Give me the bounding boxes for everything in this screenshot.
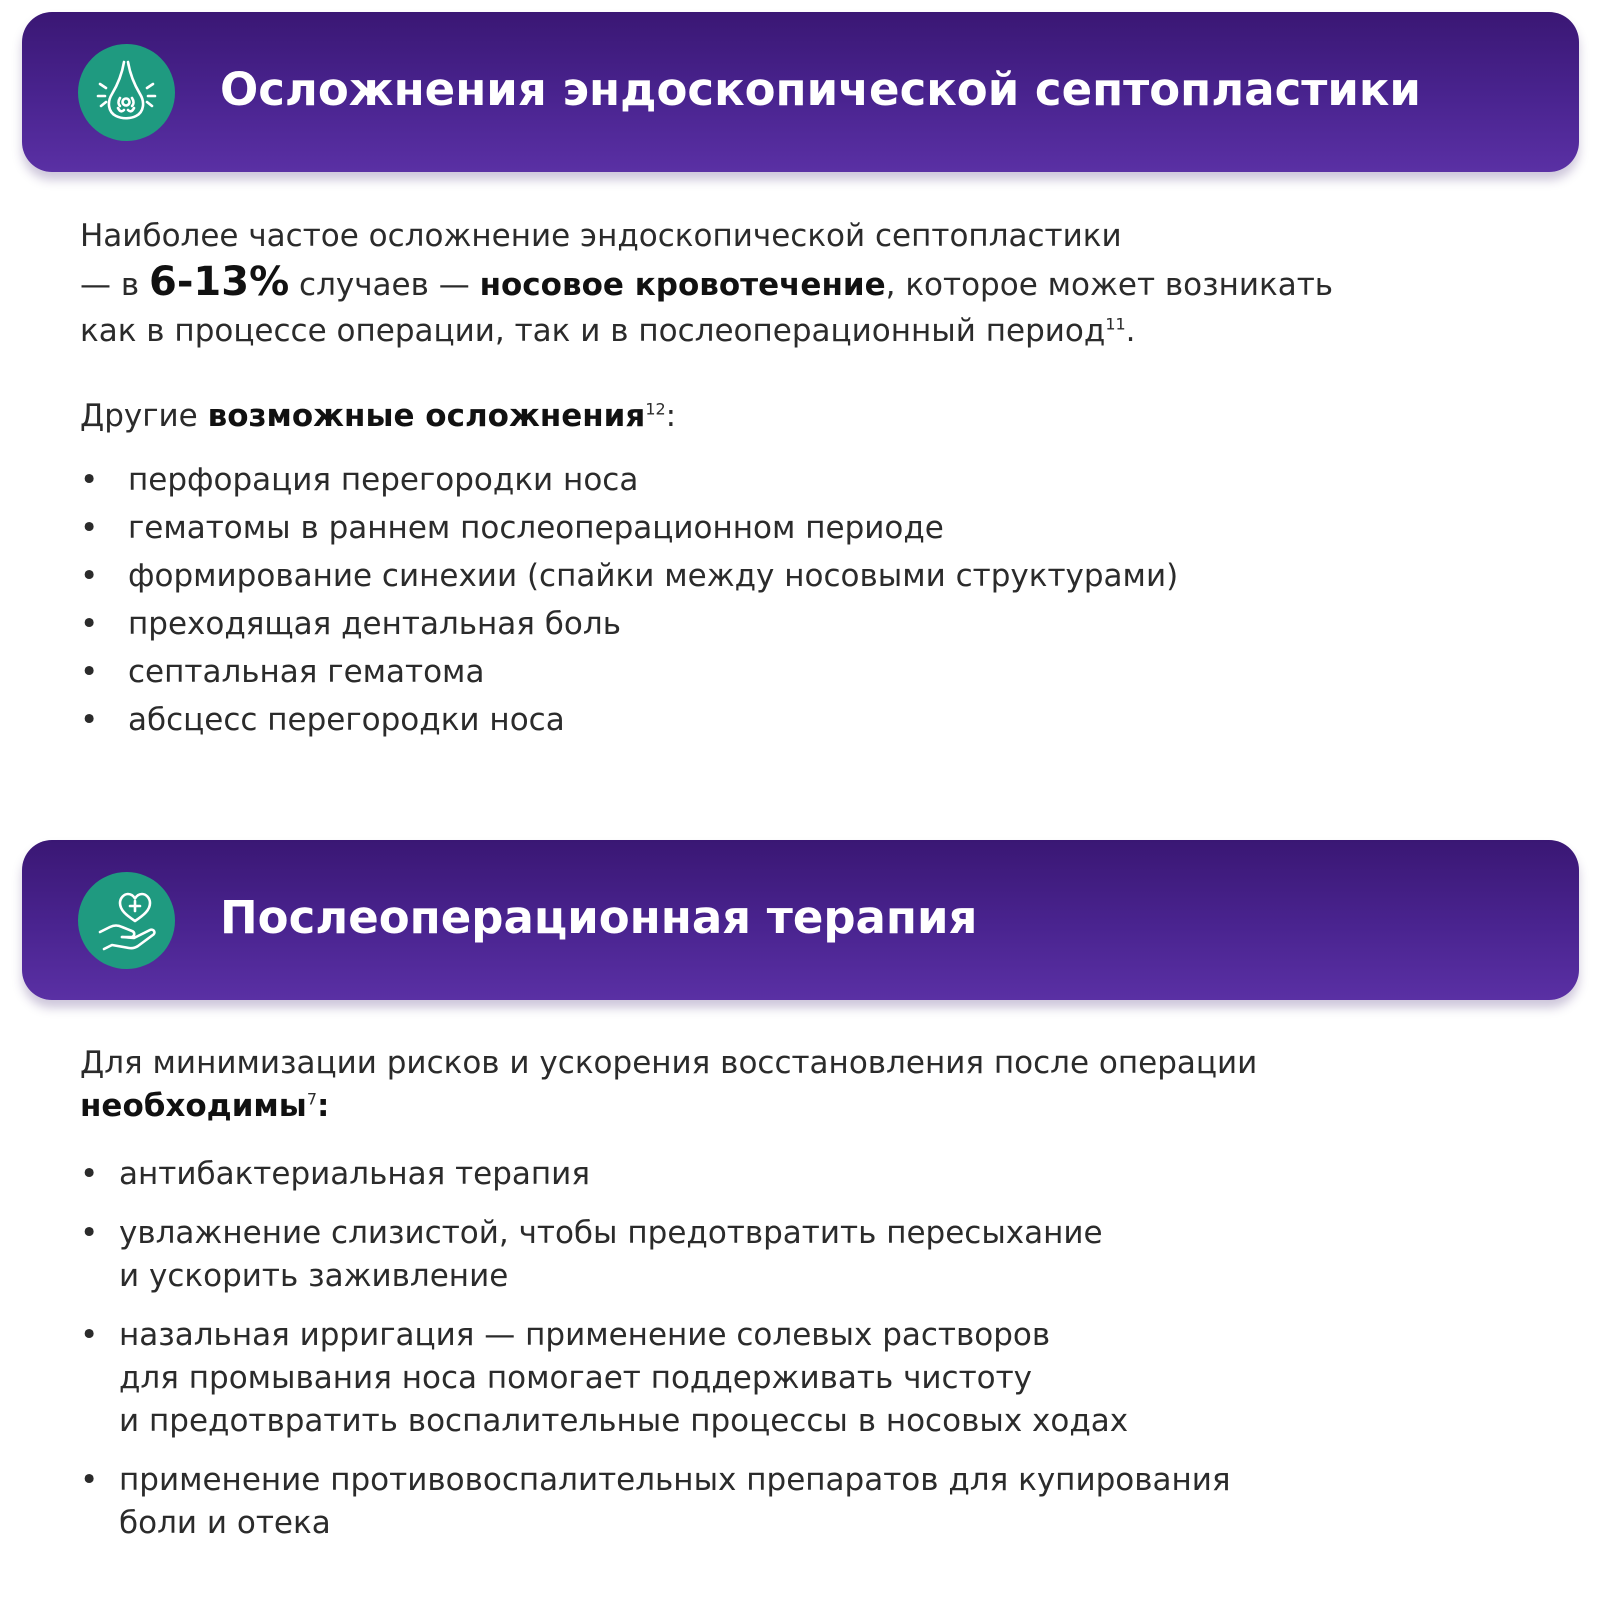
bullet-icon: • <box>80 510 99 546</box>
therapy-intro-line-1: Для минимизации рисков и ускорения восстановления после операции <box>80 1045 1258 1081</box>
section-title-therapy: Послеоперационная терапия <box>220 891 978 944</box>
therapy-intro-suffix: : <box>317 1088 330 1124</box>
list-item <box>80 552 1178 600</box>
list-item-text: боли и отека <box>119 1505 331 1541</box>
list-item <box>80 1459 1231 1545</box>
bullet-icon: • <box>80 606 99 642</box>
list-item <box>80 1314 1231 1443</box>
intro-text: случаев — <box>289 267 480 303</box>
intro-text: — в <box>80 267 149 303</box>
therapy-list <box>80 1153 1231 1561</box>
bullet-icon: • <box>80 702 99 738</box>
intro-line-1: Наиболее частое осложнение эндоскопической септопластики <box>80 218 1122 254</box>
list-item-text: и ускорить заживление <box>119 1258 509 1294</box>
list-item-text: преходящая дентальная боль <box>128 606 621 642</box>
bullet-icon: • <box>80 1215 99 1251</box>
footnote-ref: 11 <box>1105 314 1126 334</box>
list-item-text: антибактериальная терапия <box>119 1156 590 1192</box>
others-bold: возможные осложнения <box>207 398 646 434</box>
list-item <box>80 648 1178 696</box>
list-item <box>80 696 1178 744</box>
bullet-icon: • <box>80 654 99 690</box>
list-item <box>80 504 1178 552</box>
list-item-text: гематомы в раннем послеоперационном периоде <box>128 510 944 546</box>
others-suffix: : <box>665 398 677 434</box>
bullet-icon: • <box>80 462 99 498</box>
bleeding-percent: 6-13% <box>148 259 290 305</box>
bullet-icon: • <box>80 1317 99 1353</box>
list-item-text: формирование синехии (спайки между носовыми структурами) <box>128 558 1179 594</box>
nose-icon <box>78 44 175 141</box>
list-item-text: увлажнение слизистой, чтобы предотвратить пересыхание <box>119 1215 1103 1251</box>
list-item <box>80 600 1178 648</box>
intro-text: . <box>1125 313 1136 349</box>
others-prefix: Другие <box>80 398 208 434</box>
list-item-text: септальная гематома <box>128 654 485 690</box>
list-item <box>80 1212 1231 1298</box>
list-item-text: применение противовоспалительных препаратов для купирования <box>119 1462 1231 1498</box>
list-item-text: назальная ирригация — применение солевых растворов <box>119 1317 1051 1353</box>
bullet-icon: • <box>80 1462 99 1498</box>
complications-list <box>80 456 1178 744</box>
nosebleed-term: носовое кровотечение <box>479 267 886 303</box>
footnote-ref: 7 <box>306 1089 317 1109</box>
section-header-therapy <box>22 840 1579 1000</box>
bullet-icon: • <box>80 1156 99 1192</box>
intro-line-3: как в процессе операции, так и в послеоперационный период <box>80 313 1106 349</box>
intro-text: , которое может возникать <box>885 267 1334 303</box>
complications-intro <box>80 213 1560 354</box>
list-item-text: абсцесс перегородки носа <box>128 702 565 738</box>
other-complications-heading <box>80 393 676 439</box>
section-header-complications <box>22 12 1579 172</box>
therapy-intro-bold: необходимы <box>80 1088 307 1124</box>
list-item <box>80 1153 1231 1196</box>
list-item-text: для промывания носа помогает поддерживать чистоту <box>119 1360 1033 1396</box>
footnote-ref: 12 <box>645 399 666 419</box>
list-item-text: и предотвратить воспалительные процессы в носовых ходах <box>119 1403 1129 1439</box>
list-item <box>80 456 1178 504</box>
therapy-intro <box>80 1042 1257 1128</box>
list-item-text: перфорация перегородки носа <box>128 462 639 498</box>
section-title-complications: Осложнения эндоскопической септопластики <box>220 63 1421 116</box>
bullet-icon: • <box>80 558 99 594</box>
heart-hand-icon <box>78 872 175 969</box>
